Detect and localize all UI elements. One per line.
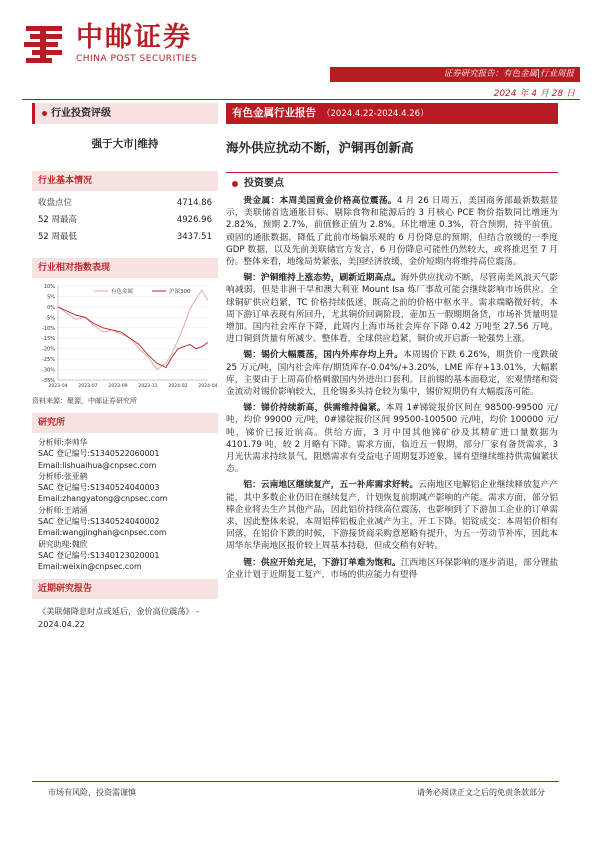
x-tick-label: 2024-02	[168, 384, 188, 389]
info-row	[32, 212, 218, 229]
company-logo	[22, 22, 197, 68]
report-title-bar	[226, 103, 558, 124]
paragraph-lead: 铜：沪铜维持上涨态势，刷新近期高点。	[243, 273, 401, 284]
report-date: 2024 年 4 月 28 日	[493, 89, 575, 99]
paragraph-aluminum	[226, 479, 558, 552]
left-sidebar	[32, 103, 218, 631]
analyst-line: SAC 登记编号:S1340123020001	[38, 550, 160, 560]
headline: 海外供应扰动不断，沪铜再创新高	[226, 140, 414, 155]
key-points-header	[226, 175, 558, 193]
x-tick-label: 2024-04	[198, 384, 218, 389]
y-tick-label: 5%	[47, 294, 55, 301]
analyst-line: SAC 登记编号:S1340524040003	[38, 483, 160, 493]
paragraph-text: 本周锡价下跌 6.26%，期货价一度跌破 25 万元/吨，国内社会库存/期货库存-0.04%/+3.20%，LME 库存+13.01%，大幅累库，主要由于上周高价格刺激国内外进出口套利。目前锡的基本面稳定，宏观情绪和资金流动对锡价影响较大，且伦锡多头持仓较为集中，锡价短期仍有大幅震荡可能。	[226, 350, 558, 398]
paragraph-lead: 铝：云南地区继续复产，五一补库需求好转。	[243, 480, 419, 491]
info-value: 4714.86	[176, 198, 212, 208]
paragraph-antimony	[226, 402, 558, 475]
basic-info-header: 行业基本情况	[32, 171, 218, 191]
paragraph-text: 本周 1#锑锭报价区间在 98500-99500 元/吨，均价 99000 元/吨，0#锑锭报价区间 99500-100500 元/吨，均价 100000 元/吨，锑价已接近前高。供给方面，3 月中国其他锑矿砂及其精矿进口量数据为 4101.79 吨，较 2 月略有下降。需求方面，临近五一假期，部分厂家有备货需求，3 月光伏需求持续景气，阻燃需求有受益电子周期复苏迹象，锑有望继续维持供需偏紧状态。	[226, 403, 558, 475]
analyst-line: 分析师:李帅华	[38, 438, 88, 447]
recent-reports-header: 近期研究报告	[32, 579, 218, 599]
analyst-list	[32, 433, 218, 573]
paragraph-text: 海外供应扰动不断，尽管南美风浪天气影响减弱，但是非洲干旱和澳大利亚 Mount Isa 炼厂事故可能会继续影响市场供应。全球铜矿供应趋紧，TC 价格持续低迷，既高之前的价格中枢水平。需求端略微好转，本周下游订单表现有所回升，尤其铜价回调阶段，壶加五一假期期备货，市场补货量明显增加。国内社会库存下降，此周内上海市场社会库存下降 0.42 万吨至 27.56 万吨。进口铜到货量有所减少。整体看，全球供应趋紧，铜价或开启新一轮强势上涨。	[226, 273, 559, 345]
y-tick-label: -35%	[42, 378, 55, 384]
info-value: 4926.96	[176, 215, 212, 225]
analyst-line: 研究助理:魏欣	[38, 539, 88, 549]
recent-report-link[interactable]: 《美联储降息时点或延后，金价高位震荡》 - 2024.04.22	[38, 605, 200, 629]
info-row	[32, 195, 218, 212]
paragraph-precious-metals	[226, 195, 558, 268]
paragraph-tin	[226, 349, 558, 398]
risk-disclaimer: 市场有风险，投资需谨慎	[48, 788, 136, 797]
line-chart	[32, 278, 218, 392]
y-tick-label: -15%	[42, 336, 55, 343]
paragraph-text: 云南地区电解铝企业继续释放复产产能，其中多数企业仍旧在继续复产，计划恢复前期减产影响的产能。需求方面，部分铝棒企业将去生产其他产品，因此铝价持续高位震荡，也影响到了下游加工企业的订单需求，因此整体来说，本周铝棒铝板企业减产为主，开工下降。铝锭成交：本周铝价相有回落，在铝价下跌的时候，下游接货商采购意愿略有提升，为五一劳动节补库，因此本周华东华南地区报价较上周基本持稳，但成交稍有好转。	[226, 480, 559, 552]
y-tick-label: -30%	[42, 367, 55, 374]
info-value: 3437.51	[176, 232, 212, 242]
paragraph-lead: 锡：锡价大幅震荡，国内外库存均上升。	[243, 350, 404, 361]
y-tick-label: -20%	[42, 346, 55, 353]
legal-notice: 请务必阅读正文之后的免责条款部分	[417, 788, 545, 797]
x-tick-label: 2023-11	[138, 384, 158, 389]
analyst-email[interactable]: Email:wangjinghan@cnpsec.com	[38, 528, 167, 538]
footer-divider	[32, 781, 559, 782]
key-points-title: 投资要点	[244, 178, 284, 189]
paragraph-lead: 锑：锑价持续新高，供需维持偏紧。	[243, 403, 386, 414]
x-tick-label: 2023-09	[108, 384, 128, 389]
legend-label: 有色金属	[111, 289, 134, 295]
series-line-2	[58, 307, 208, 368]
info-row	[32, 229, 218, 246]
paragraph-lithium	[226, 557, 558, 581]
info-label: 收盘点位	[38, 198, 73, 208]
section-divider	[226, 172, 558, 173]
paragraph-text: 江西地区环保影响的逐步消退，部分锂盐企业计划于近期复工复产，市场的供应能力有望得	[226, 557, 559, 580]
x-tick-label: 2023-04	[48, 384, 68, 389]
paragraph-lead: 贵金属：本周美国黄金价格高位震荡。	[243, 196, 397, 206]
y-tick-label: -25%	[42, 357, 55, 364]
bullet-dot-icon	[42, 111, 47, 116]
bullet-dot-icon	[232, 181, 238, 187]
paragraph-text: 4 月 26 日周五，美国商务部最新数据显示，美联储首选通胀目标、剔除食物和能源后的 3 月核心 PCE 物价指数同比增速为 2.82%，预期 2.7%，前值修正值为 2.8%。环比增速 0.3%，符合预期，持平前值。顽固的通胀数据，降低了此前市场偏乐观的 6 月份降息的预期，但结合放缓的一季度 GDP 数据，以及先前美联储官方发言，6 月份降息可能性仍然较大，或将推迟至 7 月份。整体来看，地缘局势紧张，美国经济放缓，金价短期内将维持高位震荡。	[226, 196, 558, 268]
analyst-email[interactable]: Email:lishuaihua@cnpsec.com	[38, 460, 157, 470]
header-divider	[22, 99, 580, 100]
y-tick-label: 0%	[47, 304, 55, 311]
analyst-line: 分析师:王靖涵	[38, 505, 88, 515]
legend-label: 沪深300	[169, 289, 191, 295]
relative-performance-header: 行业相对指数表现	[32, 258, 218, 278]
info-label: 52 周最高	[38, 215, 78, 225]
rating-label: 行业投资评级	[51, 108, 111, 119]
rating-value: 强于大市|维持	[91, 138, 159, 150]
analyst-email[interactable]: Email:zhangyatong@cnpsec.com	[38, 494, 168, 504]
analyst-line: SAC 登记编号:S1340524040002	[38, 517, 160, 527]
analyst-line: SAC 登记编号:S1340522060001	[38, 449, 160, 459]
x-tick-label: 2023-07	[78, 384, 98, 389]
logo-text-en: CHINA POST SECURITIES	[76, 54, 198, 64]
analyst-line: 分析师:张亚鹤	[38, 471, 88, 481]
info-label: 52 周最低	[38, 232, 78, 242]
logo-text-cn: 中邮证券	[76, 22, 192, 53]
y-tick-label: -10%	[42, 325, 55, 332]
paragraph-copper	[226, 272, 558, 345]
series-line-1	[58, 290, 208, 369]
paragraph-lead: 锂：供应开始充足，下游订单难为饱和。	[243, 557, 401, 568]
y-tick-label: 10%	[43, 284, 55, 290]
report-title: 有色金属行业报告	[232, 107, 316, 119]
chart-source: 资料来源：聚源，中邮证券研究所	[32, 397, 137, 405]
china-post-logo-icon	[22, 22, 66, 66]
relative-performance-chart	[32, 278, 218, 392]
research-header: 研究所	[32, 413, 218, 433]
analyst-email[interactable]: Email:weixin@cnpsec.com	[38, 562, 142, 572]
rating-header	[32, 103, 218, 124]
main-content	[226, 103, 558, 581]
y-tick-label: -5%	[45, 315, 55, 322]
report-type-banner: 证券研究报告：有色金属|行业周报	[330, 67, 580, 82]
report-period: （2024.4.22-2024.4.26）	[322, 109, 429, 119]
